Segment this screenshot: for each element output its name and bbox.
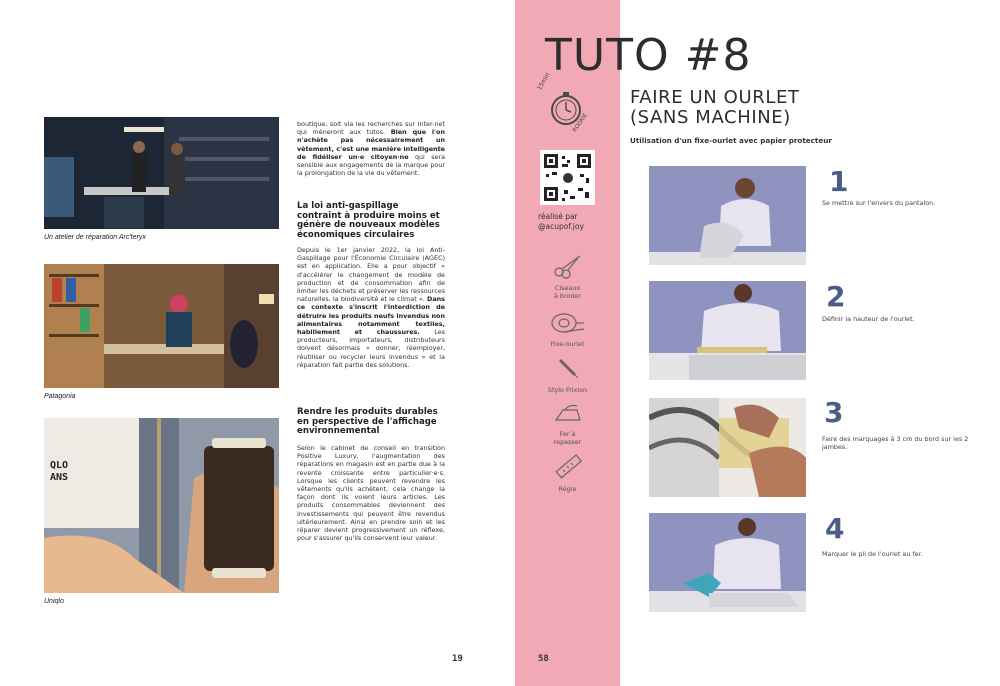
step-2-text: Définir la hauteur de l'ourlet.: [822, 315, 915, 323]
article-paragraph-1: boutique, soit via les recherches sur Inter-net qui mèneront aux tutos. Bien que l'on n'achète pas nécessairement un vêtement, c'est une manière intelligente de fidéliser un·e citoyen·ne qui sera sensible aux engagements de la marque pour la prolongation de la vie du vêtement.: [297, 120, 446, 178]
step-3-number: 3: [824, 396, 844, 429]
article-paragraph-2: Depuis le 1er janvier 2022, la loi Anti-Gaspillage pour l'Économie Circulaire (AGEC) est en application. Elle a pour objectif « d'accélérer le changement de modèle de production et de consommation afin de limiter les déchets et préserver les ressources naturelles, la biodiversité et le climat ». Dans ce contexte s'inscrit l'interdiction de détruire les produits neufs invendus non alimentaires notamment textiles, habillement et chaussures. Les producteurs, importateurs, distributeurs doivent désormais « donner, réemployer, réutiliser ou recycler leurs invendus » et la réparation fait partie des solutions.: [297, 246, 445, 369]
step-4-photo: [649, 513, 806, 612]
credit-handle[interactable]: @acupof.joy: [538, 222, 584, 231]
pen-icon: [556, 356, 580, 380]
iron-icon: [553, 402, 583, 424]
step-1-number: 1: [829, 165, 849, 198]
page-number-left: 19: [452, 654, 463, 664]
tool-label-tape: Fixe-ourlet: [550, 340, 585, 348]
photo-patagonia: [44, 264, 279, 388]
tool-label-pen: Stylo Frixion: [547, 386, 588, 394]
tuto-description: Utilisation d'un fixe-ourlet avec papier protecteur: [630, 136, 832, 145]
step-2-number: 2: [826, 280, 846, 313]
photo3-label-line2: ANS: [50, 472, 69, 483]
caption-photo3: Uniqlo: [44, 598, 64, 605]
photo3-label-line1: QLO: [50, 460, 69, 471]
qr-code[interactable]: [540, 150, 595, 205]
photo-uniqlo-thread: [44, 418, 279, 593]
tape-roll-icon: [550, 311, 586, 335]
ruler-icon: [554, 453, 582, 481]
step-1-text: Se mettre sur l'envers du pantalon.: [822, 199, 936, 207]
article-heading-2: Rendre les produits durables en perspective de l'affichage environnemental: [297, 407, 438, 437]
photo-arcteryx-workshop: [44, 117, 279, 229]
timer-label: 15min: [536, 71, 552, 92]
stopwatch-icon: [536, 78, 596, 138]
caption-photo1: Un atelier de réparation Arc'teryx: [44, 234, 146, 241]
step-3-photo: [649, 398, 806, 497]
level-label: ROOKIE: [572, 112, 590, 134]
caption-photo2: Patagonia: [44, 393, 76, 400]
timer-badge: [536, 71, 596, 138]
scissors-icon: [553, 253, 583, 279]
step-4-number: 4: [825, 512, 845, 545]
step-4-text: Marquer le pli de l'ourlet au fer.: [822, 550, 923, 558]
tuto-title: TUTO #8: [545, 30, 752, 81]
page-number-right: 58: [538, 654, 549, 664]
step-3-text: Faire des marquages à 3 cm du bord sur les 2 jambes.: [822, 435, 969, 451]
tool-label-iron: Fer à repasser: [553, 430, 582, 446]
tool-label-scissors: Ciseaux à broder: [553, 284, 582, 300]
article-heading-1: La loi anti-gaspillage contraint à produire moins et génère de nouveaux modèles économiques circulaires: [297, 201, 440, 240]
credit-realise-par: réalisé par: [538, 212, 578, 221]
tuto-subtitle-line2: (SANS MACHINE): [630, 107, 791, 128]
article-paragraph-3: Selon le cabinet de conseil en transition Positive Luxury, l'augmentation des réparations en magasin est en partie due à la revente croissante entre particulier·e·s. Lorsque les clients peuvent revendre les vêtements qu'ils achètent, cela change la façon dont ils voient leurs articles. Les produits consommables deviennent des investissements qui peuvent être revendus ultérieurement. Ainsi en prendre soin et les réparer devient progressivement un réflexe, pour s'assurer qu'ils conservent leur valeur.: [297, 444, 445, 543]
tool-label-ruler: Règle: [558, 485, 577, 493]
tuto-subtitle-line1: FAIRE UN OURLET: [630, 87, 800, 108]
step-1-photo: [649, 166, 806, 265]
step-2-photo: [649, 281, 806, 380]
